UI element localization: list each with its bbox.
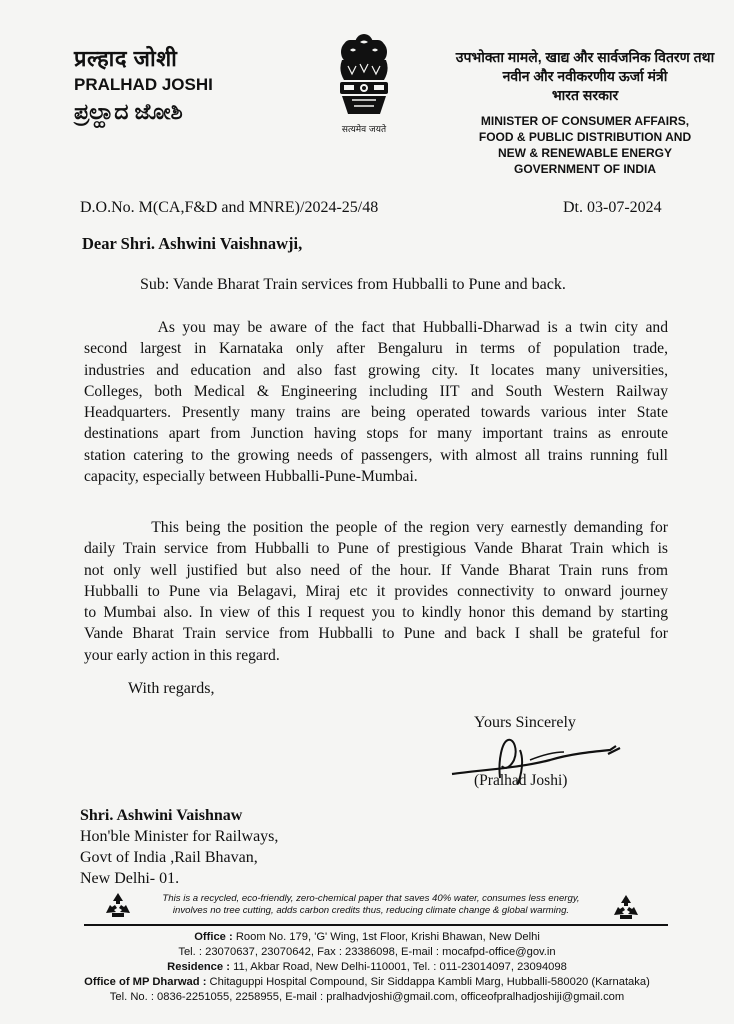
paragraph-line: second largest in Karnataka only after Bengaluru in terms of population trade,: [84, 340, 668, 358]
name-english: PRALHAD JOSHI: [74, 75, 213, 94]
name-hindi: प्रल्हाद जोशी: [74, 46, 178, 71]
recycle-icon: [104, 891, 132, 919]
eco-notice-line-1: This is a recycled, eco-friendly, zero-chemical paper that saves 40% water, consumes less energy,: [162, 893, 580, 904]
addressee-line-1: Hon'ble Minister for Railways,: [80, 828, 279, 845]
paragraph-line: As you may be aware of the fact that Hubballi-Dharwad is a twin city and: [84, 319, 668, 336]
mp-office-address: Chitaguppi Hospital Compound, Sir Siddappa Kambli Marg, Hubballi-580020 (Karnataka): [209, 976, 650, 988]
ministry-english-line-3: NEW & RENEWABLE ENERGY: [497, 146, 672, 160]
ministry-hindi-line-2: नवीन और नवीकरणीय ऊर्जा मंत्री: [502, 68, 668, 84]
mp-office-line: [60, 975, 674, 990]
paragraph-line: Vande Bharat Train service from Hubballi to Pune and back I shall be grateful for: [84, 625, 668, 643]
closing-line: Yours Sincerely: [474, 714, 576, 731]
office-address-line: [60, 930, 674, 945]
paragraph-line: capacity, especially between Hubballi-Pune-Mumbai.: [84, 468, 418, 486]
residence-address: 11, Akbar Road, New Delhi-110001, Tel. : 011-23014097, 23094098: [233, 961, 567, 973]
residence-label: Residence :: [167, 961, 230, 973]
paragraph-line: destinations apart from Junction having stops for many important trains as enroute: [84, 425, 668, 443]
footer-contact-block: [60, 930, 674, 1005]
name-kannada: ಪ್ರಲ್ಹಾದ ಜೋಶಿ: [74, 99, 183, 124]
eco-paper-notice: [140, 893, 602, 917]
subject-line: Sub: Vande Bharat Train services from Hubballi to Pune and back.: [140, 276, 566, 293]
letterhead-name-block: [74, 46, 294, 126]
office-label: Office :: [194, 931, 233, 943]
eco-notice-line-2: involves no tree cutting, adds carbon credits thus, reducing climate change & global warming.: [172, 905, 570, 916]
paragraph-line: Colleges, both Medical & Engineering including IIT and South Western Railway: [84, 382, 668, 400]
addressee-block: [80, 805, 278, 889]
reference-number: D.O.No. M(CA,F&D and MNRE)/2024-25/48: [80, 199, 379, 216]
signer-name: (Pralhad Joshi): [474, 772, 568, 789]
office-tel-line: Tel. : 23070637, 23070642, Fax : 23386098, E-mail : mocafpd-office@gov.in: [178, 946, 556, 958]
paragraph-line: to Mumbai also. In view of this I request you to kindly honor this demand by starting: [84, 604, 668, 622]
mp-office-label: Office of MP Dharwad :: [84, 976, 207, 988]
recycle-icon: [612, 893, 640, 921]
ministry-english-line-1: MINISTER OF CONSUMER AFFAIRS,: [480, 114, 690, 128]
national-emblem-icon: [330, 30, 398, 136]
ministry-hindi-line-1: उपभोक्ता मामले, खाद्य और सार्वजनिक वितरण तथा: [455, 49, 715, 65]
ministry-hindi-line-3: भारत सरकार: [551, 87, 619, 103]
addressee-name: Shri. Ashwini Vaishnaw: [80, 807, 243, 824]
paragraph-line: This being the position the people of the region very earnestly demanding for: [84, 519, 668, 536]
office-address: Room No. 179, 'G' Wing, 1st Floor, Krishi Bhawan, New Delhi: [235, 931, 540, 943]
body-paragraph-2: [84, 517, 668, 666]
addressee-line-3: New Delhi- 01.: [80, 870, 180, 887]
paragraph-line: Headquarters. Presently many trains are being operated towards various inter State: [84, 404, 668, 422]
paragraph-line: your early action in this regard.: [84, 646, 280, 664]
emblem-motto: सत्यमेव जयते: [341, 125, 387, 135]
footer-divider: [84, 924, 668, 926]
ministry-english-line-4: GOVERNMENT OF INDIA: [513, 162, 656, 176]
salutation: Dear Shri. Ashwini Vaishnawji,: [82, 234, 303, 253]
paragraph-line: Hubballi to Pune via Belagavi, Miraj etc it provides connectivity to onward journey: [84, 582, 668, 600]
paragraph-line: station catering to the growing needs of passengers, with almost all trains running full: [84, 446, 668, 464]
addressee-line-2: Govt of India ,Rail Bhavan,: [80, 849, 258, 866]
ministry-english-line-2: FOOD & PUBLIC DISTRIBUTION AND: [478, 130, 692, 144]
paragraph-line: industries and education and also fast growing city. It locates many universities,: [84, 361, 668, 379]
paragraph-line: daily Train service from Hubballi to Pune of prestigious Vande Bharat Train which is: [84, 540, 668, 558]
residence-line: [60, 960, 674, 975]
letter-date: Dt. 03-07-2024: [563, 199, 662, 216]
mp-tel-line: Tel. No. : 0836-2251055, 2258955, E-mail : pralhadvjoshi@gmail.com, officeofpralhadjoshiji@gmail.com: [109, 991, 625, 1003]
body-paragraph-1: [84, 317, 668, 487]
regards-line: With regards,: [128, 680, 215, 697]
paragraph-line: not only well justified but also need of the hour. If Vande Bharat Train runs from: [84, 561, 668, 579]
letterhead-ministry-block: [450, 48, 720, 177]
